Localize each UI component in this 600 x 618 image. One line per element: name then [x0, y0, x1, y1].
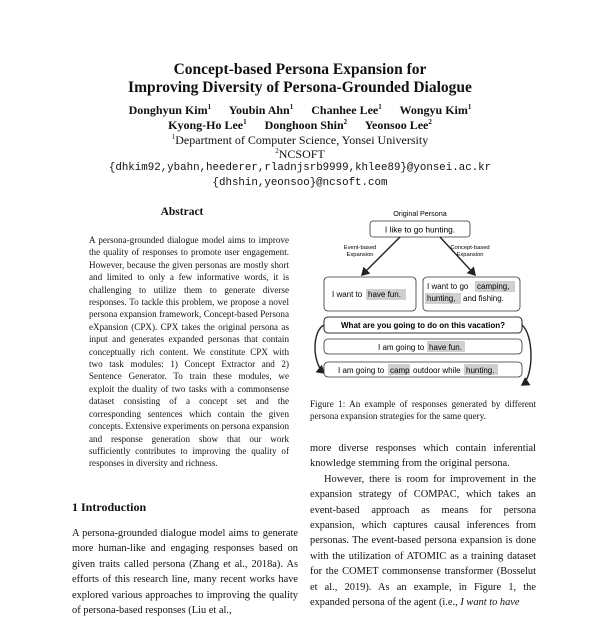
author: Donghyun Kim$^1$ — [128, 103, 212, 117]
author: Youbin Ahn$^1$ — [228, 103, 294, 117]
original-persona-sentence: I like to go hunting. — [384, 224, 456, 235]
title-line-1: Concept-based Persona Expansion for — [173, 61, 427, 78]
concept-expansion-hl-hunting: hunting, — [427, 294, 456, 303]
title-line-2: Improving Diversity of Persona-Grounded Dialogue — [128, 79, 472, 96]
concept-expansion-prefix: I want to go — [427, 282, 469, 291]
author: Chanhee Lee$^1$ — [311, 103, 382, 117]
author: Donghoon Shin$^2$ — [264, 118, 348, 132]
event-strategy-line2: Expansion — [346, 252, 374, 258]
response-2-hl-camp: camp — [390, 366, 410, 375]
italic-quote: I want to have — [460, 597, 520, 609]
response-2-mid: outdoor while — [413, 366, 461, 375]
original-persona-label: Original Persona — [393, 209, 447, 218]
response-1-prefix: I am going to — [378, 343, 425, 352]
paragraph: However, there is room for improvement in the expansion strategy of COMPAC, which takes an event-based approach as means for persona expansion, which captures causal inferences from personas. The event-based persona expansion is done with the utilization of ATOMIC as a training dataset for the COMET commonsense transformer (Bosselut et al., 2019). As an example, in Figure 1, the expanded persona of the agent (i.e., I want to have — [310, 473, 536, 609]
query-arrow-right — [522, 325, 531, 385]
abstract-heading: Abstract — [160, 206, 204, 218]
response-2-hl-hunting: hunting. — [466, 366, 495, 375]
paragraph: more diverse responses which contain inferential knowledge stemming from the original persona. — [310, 443, 536, 470]
intro-right-column — [310, 441, 536, 610]
section-heading: 1 Introduction — [72, 500, 147, 514]
event-expansion-prefix: I want to — [332, 290, 363, 299]
authors-row-2 — [0, 118, 600, 133]
author: Kyong-Ho Lee$^1$ — [168, 118, 247, 132]
concept-expansion-suffix: and fishing. — [463, 294, 504, 303]
author: Wongyu Kim$^1$ — [399, 103, 472, 117]
abstract-text: A persona-grounded dialogue model aims to improve the quality of responses to promote user engagement. However, because the given personas are mostly short and limited to only a few informative words, it is challenging to utilize them to generate diverse responses. To tackle this problem, we propose a novel persona expansion framework, Concept-based Persona eXpansion (CPX). CPX takes the original persona as input and generates expanded personas that contain conceptually rich content. We constitute CPX with two task modules: 1) Concept Extractor and 2) Sentence Generator. To train these modules, we exploit the duality of two tasks with a commonsense dataset consisting of a concept set and the corresponding sentences which contain the given concepts. Extensive experiments on persona expansion and response generation show that our work sufficiently contributes to improving the quality of responses in diversity and richness. — [89, 235, 290, 469]
query-text: What are you going to do on this vacation? — [341, 321, 505, 330]
figure-1 — [310, 205, 536, 390]
affiliation-1: $^1$Department of Computer Science, Yonsei University — [171, 133, 429, 147]
concept-expansion-hl-camping: camping, — [477, 282, 510, 291]
event-expansion-highlight: have fun. — [368, 290, 401, 299]
concept-strategy-line2: Expansion — [456, 252, 484, 258]
affiliation-2: $^2$NCSOFT — [275, 147, 325, 161]
event-strategy-line1: Event-based — [343, 245, 377, 251]
figure-caption: Figure 1: An example of responses generated by different persona expansion strategies for the same query. — [310, 399, 536, 422]
authors-row-1 — [0, 103, 600, 118]
email-line-2: {dhshin,yeonsoo}@ncsoft.com — [212, 177, 388, 189]
intro-left-column: A persona-grounded dialogue model aims to generate more human-like and engaging responses based on given traits called persona (Zhang et al., 2018a). As efforts of this research line, many recent works have explored various approaches to improving the quality of persona-based responses (Liu et al., — [72, 528, 298, 617]
author: Yeonsoo Lee$^2$ — [364, 118, 432, 132]
paper-title — [0, 61, 600, 97]
query-arrow-left — [315, 325, 324, 373]
response-2-prefix: I am going to — [338, 366, 385, 375]
email-line-1: {dhkim92,ybahn,heederer,rladnjsrb9999,khlee89}@yonsei.ac.kr — [108, 162, 492, 174]
concept-strategy-line1: Concept-based — [450, 245, 490, 251]
response-1-highlight: have fun. — [429, 343, 462, 352]
